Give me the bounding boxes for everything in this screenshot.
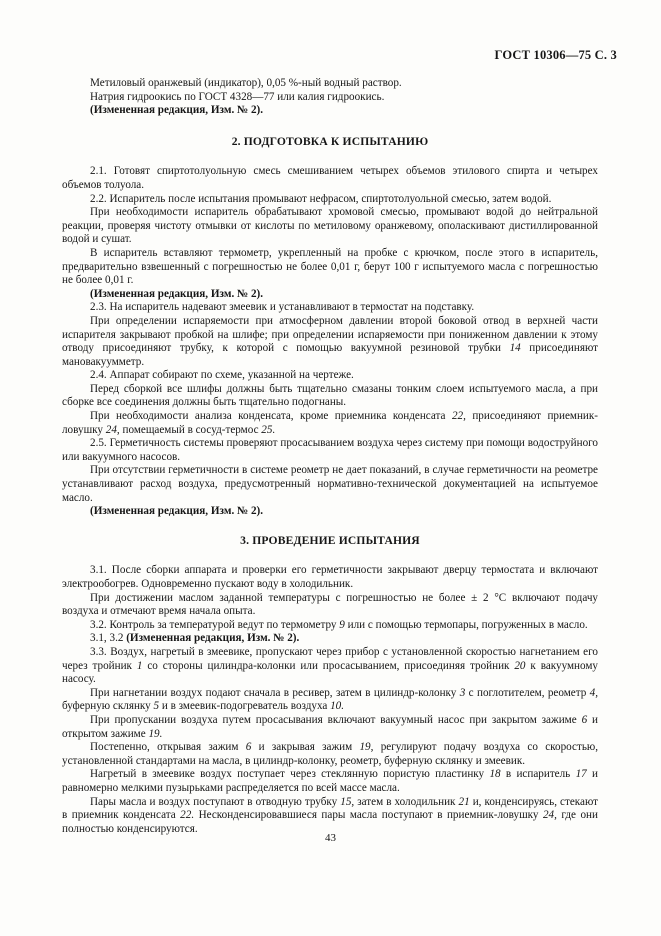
text-run: При необходимости испаритель обрабатывают хромовой смесью, промывают водой до нейтральной реакции, проверяя чистоту отмывки от кислоты по метиловому оранжевому, ополаскивают дистиллированной водой и сушат. <box>62 206 598 246</box>
italic-ref: 14 <box>509 342 521 355</box>
paragraph <box>62 632 598 646</box>
spacer <box>62 547 598 564</box>
text-run: 2.1. Готовят спиртотолуольную смесь смешиванием четырех объемов этилового спирта и четырех объемов толуола. <box>62 165 598 191</box>
spacer <box>62 148 598 165</box>
text-run: При необходимости анализа конденсата, кроме приемника конденсата <box>90 410 452 423</box>
text-run: Нагретый в змеевике воздух поступает через стеклянную пористую пластинку <box>90 768 490 781</box>
paragraph <box>62 592 598 619</box>
paragraph <box>62 646 598 687</box>
text-run: и закрывая зажим <box>251 741 360 754</box>
bold-text: (Измененная редакция, Изм. № 2). <box>90 104 264 117</box>
paragraph <box>62 437 598 464</box>
italic-ref: 22, <box>451 410 466 423</box>
italic-ref: 20 <box>514 659 526 672</box>
text-run: к вакуумному насосу. <box>62 659 598 686</box>
text-run: 2.5. Герметичность системы проверяют просасыванием воздуха через систему при помощи водоструйного или вакуумного насосов. <box>62 437 598 463</box>
text-run: В испаритель вставляют термометр, укрепленный на пробке с крючком, после этого в испаритель, предварительно взвешенный с погрешностью не более 0,01 г, берут 100 г испытуемого масла с погрешностью не более 0,01 г. <box>62 246 598 287</box>
text-run: помещаемый в сосуд-термос <box>119 423 262 436</box>
paragraph <box>62 288 598 302</box>
text-run: 3.1, 3.2 <box>90 632 127 645</box>
section-heading: 2. ПОДГОТОВКА К ИСПЫТАНИЮ <box>231 134 429 148</box>
text-run: При отсутствии герметичности в системе реометр не дает показаний, в случае герметичности на реометре устанавливают расход воздуха, предусмотренный нормативно-технической документацией на испытуемое масло. <box>62 464 598 504</box>
paragraph <box>62 247 598 288</box>
text-run: и равномерно мелкими пузырьками распределяется по всей массе масла. <box>62 768 599 794</box>
paragraph <box>62 315 598 369</box>
text-run: буферную склянку <box>62 700 154 713</box>
text-run: присоединяют мановакуумметр. <box>62 342 598 368</box>
italic-ref: 25. <box>261 423 276 436</box>
paragraph <box>62 383 598 410</box>
italic-ref: 19, <box>359 741 374 754</box>
text-run: Постепенно, открывая зажим <box>90 741 246 754</box>
italic-ref: 6 <box>581 713 588 726</box>
italic-ref: 17 <box>575 768 587 781</box>
text-run: Несконденсировавшиеся пары масла поступают в приемник-ловушку <box>194 809 543 822</box>
paragraph <box>62 165 598 192</box>
paragraph <box>62 410 598 437</box>
spacer <box>62 519 598 534</box>
text-run: в испаритель <box>500 768 576 781</box>
text-run: и открытом зажиме <box>62 713 598 740</box>
italic-ref: 19. <box>148 727 163 740</box>
paragraph <box>62 206 598 247</box>
bold-text: (Измененная редакция, Изм. № 2). <box>126 632 300 645</box>
text-run: При достижении маслом заданной температуры с погрешностью не более ± 2 °С включают подачу воздуха и отмечают время начала опыта. <box>62 591 598 618</box>
paragraph <box>62 77 598 91</box>
body-text <box>62 77 598 836</box>
paragraph <box>62 301 598 315</box>
text-run: Натрия гидроокись по ГОСТ 4328—77 или калия гидроокись. <box>90 90 385 103</box>
paragraph <box>62 464 598 505</box>
text-run: 2.2. Испаритель после испытания промывают нефрасом, спиртотолуольной смесью, затем водой. <box>90 192 552 205</box>
text-run: 3.1. После сборки аппарата и проверки его герметичности закрывают дверцу термостата и включают электрообогрев. Одновременно пускают воду в холодильник. <box>62 564 598 590</box>
paragraph <box>62 714 598 741</box>
text-run: Метиловый оранжевый (индикатор), 0,05 %-ный водный раствор. <box>90 77 402 89</box>
paragraph <box>62 564 598 591</box>
text-run: Пары масла и воздух поступают в отводную трубку <box>90 795 341 808</box>
text-run: со стороны цилиндра-колонки или просасыванием, присоединяя тройник <box>142 659 515 672</box>
italic-ref: 3 <box>459 686 466 699</box>
page-number: 43 <box>325 832 336 844</box>
italic-ref: 9 <box>339 618 345 631</box>
text-run: Перед сборкой все шлифы должны быть тщательно смазаны тонким слоем испытуемого масла, а при сборке все соединения должны быть тщательно подогнаны. <box>62 382 598 409</box>
italic-ref: 6 <box>245 741 252 754</box>
italic-ref: 1 <box>136 659 143 672</box>
text-run: При определении испаряемости при атмосферном давлении второй боковой отвод в верхней части испарителя закрывают пробкой на шлифе; при определении испаряемости при пониженном давлении к этому отводу присоединяют трубку, к которой с помощью вакуумной резиновой трубки <box>62 314 598 355</box>
text-run: 2.3. На испаритель надевают змеевик и устанавливают в термостат на подставку. <box>90 301 475 314</box>
paragraph <box>62 619 598 633</box>
italic-ref: 15, <box>340 795 355 808</box>
text-run: и, конденсируясь, стекают в приемник конденсата <box>62 795 599 822</box>
text-run: При пропускании воздуха путем просасывания включают вакуумный насос при закрытом зажиме <box>90 713 582 726</box>
italic-ref: 4, <box>589 686 599 699</box>
text-run: 2.4. Аппарат собирают по схеме, указанной на чертеже. <box>90 369 354 382</box>
paragraph <box>62 687 598 714</box>
text-run: 3.2. Контроль за температурой ведут по термометру <box>90 618 340 631</box>
text-run: присоединяют приемник-ловушку <box>62 410 599 436</box>
spacer <box>62 118 598 135</box>
paragraph <box>62 741 598 768</box>
italic-ref: 18 <box>489 768 501 781</box>
text-run: где они полностью конденсируются. <box>62 809 598 835</box>
italic-ref: 24, <box>105 423 120 436</box>
section-heading: 3. ПРОВЕДЕНИЕ ИСПЫТАНИЯ <box>240 533 420 547</box>
text-run: с поглотителем, реометр <box>465 686 590 699</box>
paragraph <box>62 505 598 519</box>
text-run: регулируют подачу воздуха со скоростью, установленной стандартами на масла, в цилиндр-колонку, реометр, буферную склянку и змеевик. <box>62 741 599 767</box>
italic-ref: 10. <box>330 700 345 713</box>
text-run: или с помощью термопары, погруженных в масло. <box>344 618 588 631</box>
page-header: ГОСТ 10306—75 С. 3 <box>494 48 617 62</box>
paragraph <box>62 796 598 837</box>
text-run: и в змеевик-подогреватель воздуха <box>159 700 331 713</box>
italic-ref: 5 <box>153 700 160 713</box>
italic-ref: 22. <box>180 809 195 822</box>
paragraph <box>62 768 598 795</box>
paragraph <box>62 369 598 383</box>
text-run: При нагнетании воздух подают сначала в ресивер, затем в цилиндр-колонку <box>90 686 460 699</box>
text-run: затем в холодильник <box>354 795 459 808</box>
paragraph <box>62 91 598 105</box>
bold-text: (Измененная редакция, Изм. № 2). <box>90 505 264 518</box>
italic-ref: 24, <box>542 809 557 822</box>
paragraph <box>62 104 598 118</box>
italic-ref: 21 <box>458 795 470 808</box>
bold-text: (Измененная редакция, Изм. № 2). <box>90 287 264 300</box>
text-run: 3.3. Воздух, нагретый в змеевике, пропускают через прибор с установленной скоростью нагнетанием его через тройник <box>62 645 598 672</box>
paragraph <box>62 193 598 207</box>
